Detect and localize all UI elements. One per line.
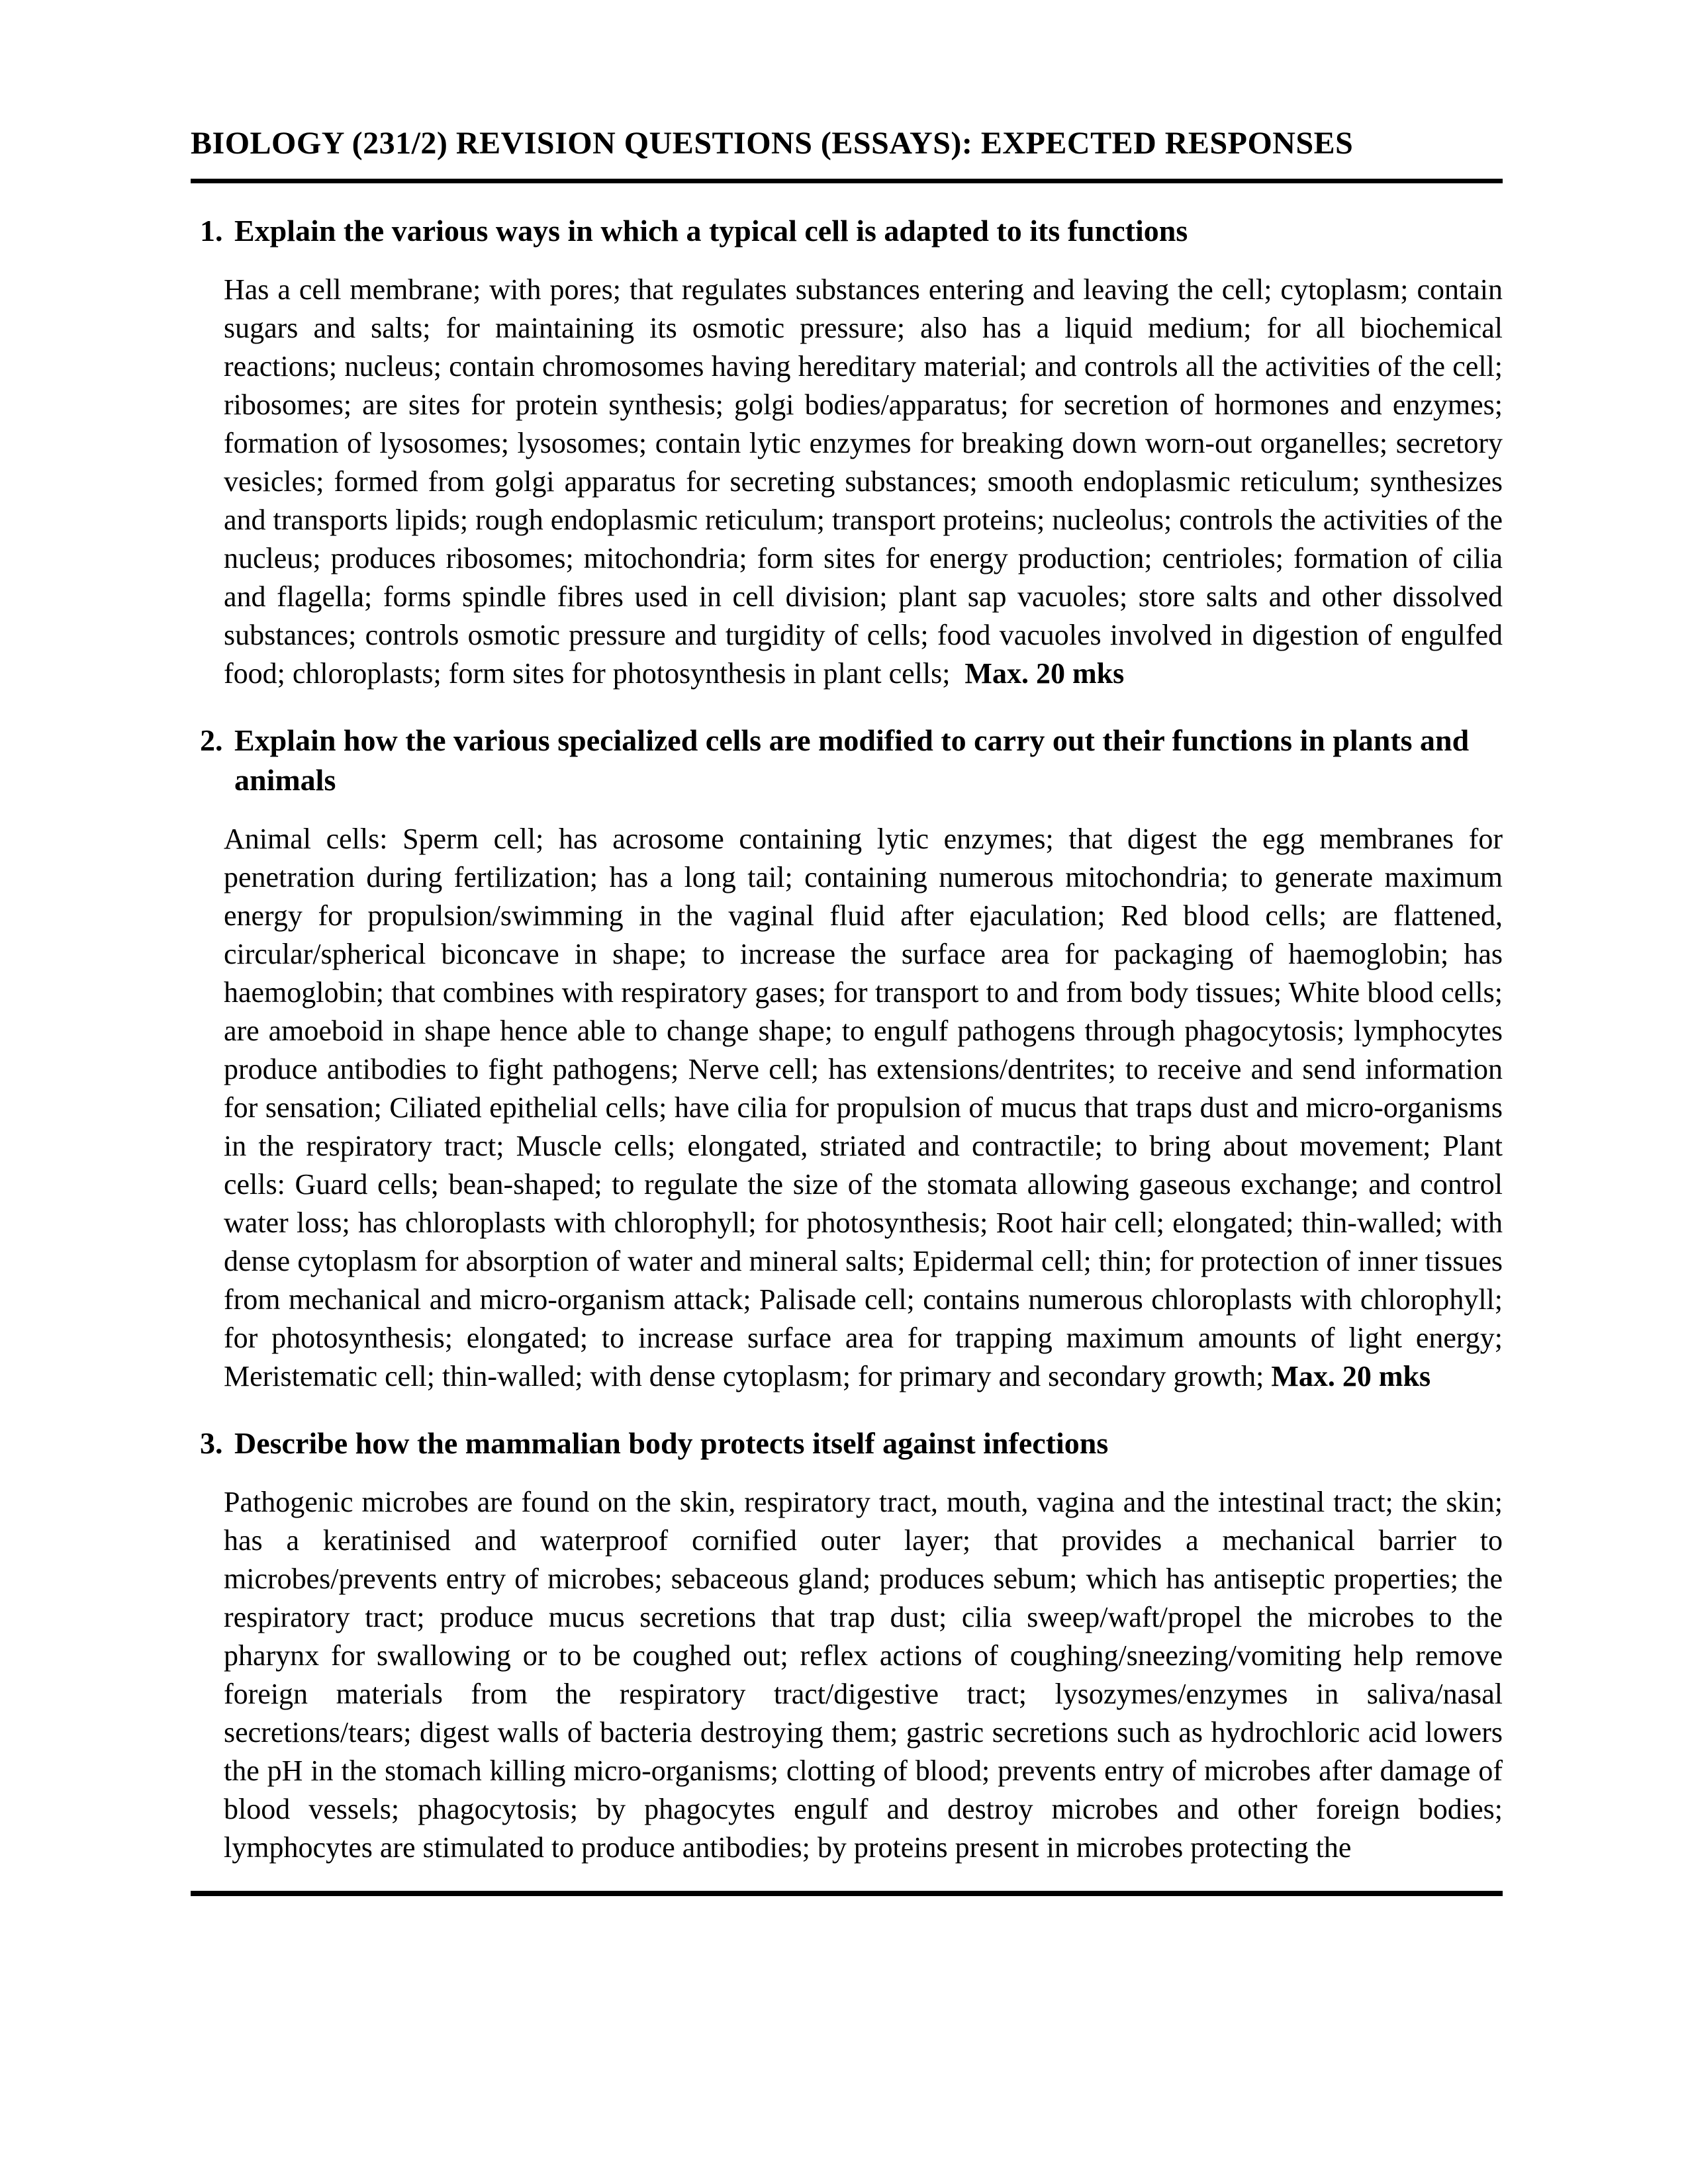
answer-paragraph (224, 271, 1503, 693)
question-text: Explain the various ways in which a typical cell is adapted to its functions (234, 214, 1188, 248)
answer-paragraph (224, 820, 1503, 1396)
question-section-1 (191, 211, 1503, 693)
title-divider (191, 179, 1503, 183)
marks-label: Max. 20 mks (1271, 1360, 1431, 1392)
question-heading (200, 211, 1503, 251)
answer-paragraph (224, 1483, 1503, 1867)
document-title: BIOLOGY (231/2) REVISION QUESTIONS (ESSAYS): EXPECTED RESPONSES (191, 126, 1354, 161)
answer-text: Has a cell membrane; with pores; that regulates substances entering and leaving the cell; cytoplasm; contain sugars and salts; for maintaining its osmotic pressure; also has a liquid medium; for all biochemical reactions; nucleus; contain chromosomes having hereditary material; and controls all the activities of the cell; ribosomes; are sites for protein synthesis; golgi bodies/apparatus; for secretion of hormones and enzymes; formation of lysosomes; lysosomes; contain lytic enzymes for breaking down worn-out organelles; secretory vesicles; formed from golgi apparatus for secreting substances; smooth endoplasmic reticulum; synthesizes and transports lipids; rough endoplasmic reticulum; transport proteins; nucleolus; controls the activities of the nucleus; produces ribosomes; mitochondria; form sites for energy production; centrioles; formation of cilia and flagella; forms spindle fibres used in cell division; plant sap vacuoles; store salts and other dissolved substances; controls osmotic pressure and turgidity of cells; food vacuoles involved in digestion of engulfed food; chloroplasts; form sites for photosynthesis in plant cells; (224, 273, 1503, 690)
question-heading (200, 721, 1503, 800)
footer-divider (191, 1891, 1503, 1896)
page-content (191, 124, 1503, 1896)
question-section-3 (191, 1424, 1503, 1867)
question-number: 2. (200, 723, 223, 757)
question-text: Explain how the various specialized cells are modified to carry out their functions in plants and animals (234, 723, 1470, 797)
question-text: Describe how the mammalian body protects itself against infections (234, 1426, 1109, 1460)
question-number: 1. (200, 214, 223, 248)
question-section-2 (191, 721, 1503, 1396)
question-number: 3. (200, 1426, 223, 1460)
answer-text: Pathogenic microbes are found on the skin, respiratory tract, mouth, vagina and the intestinal tract; the skin; has a keratinised and waterproof cornified outer layer; that provides a mechanical barrier to microbes/prevents entry of microbes; sebaceous gland; produces sebum; which has antiseptic properties; the respiratory tract; produce mucus secretions that trap dust; cilia sweep/waft/propel the microbes to the pharynx for swallowing or to be coughed out; reflex actions of coughing/sneezing/vomiting help remove foreign materials from the respiratory tract/digestive tract; lysozymes/enzymes in saliva/nasal secretions/tears; digest walls of bacteria destroying them; gastric secretions such as hydrochloric acid lowers the pH in the stomach killing micro-organisms; clotting of blood; prevents entry of microbes after damage of blood vessels; phagocytosis; by phagocytes engulf and destroy microbes and other foreign bodies; lymphocytes are stimulated to produce antibodies; by proteins present in microbes protecting the (224, 1486, 1503, 1864)
marks-label: Max. 20 mks (964, 657, 1125, 690)
question-heading (200, 1424, 1503, 1463)
answer-text: Animal cells: Sperm cell; has acrosome containing lytic enzymes; that digest the egg membranes for penetration during fertilization; has a long tail; containing numerous mitochondria; to generate maximum energy for propulsion/swimming in the vaginal fluid after ejaculation; Red blood cells; are flattened, circular/spherical biconcave in shape; to increase the surface area for packaging of haemoglobin; has haemoglobin; that combines with respiratory gases; for transport to and from body tissues; White blood cells; are amoeboid in shape hence able to change shape; to engulf pathogens through phagocytosis; lymphocytes produce antibodies to fight pathogens; Nerve cell; has extensions/dentrites; to receive and send information for sensation; Ciliated epithelial cells; have cilia for propulsion of mucus that traps dust and micro-organisms in the respiratory tract; Muscle cells; elongated, striated and contractile; to bring about movement; Plant cells: Guard cells; bean-shaped; to regulate the size of the stomata allowing gaseous exchange; and control water loss; has chloroplasts with chlorophyll; for photosynthesis; Root hair cell; elongated; thin-walled; with dense cytoplasm for absorption of water and mineral salts; Epidermal cell; thin; for protection of inner tissues from mechanical and micro-organism attack; Palisade cell; contains numerous chloroplasts with chlorophyll; for photosynthesis; elongated; to increase surface area for trapping maximum amounts of light energy; Meristematic cell; thin-walled; with dense cytoplasm; for primary and secondary growth; (224, 823, 1503, 1392)
